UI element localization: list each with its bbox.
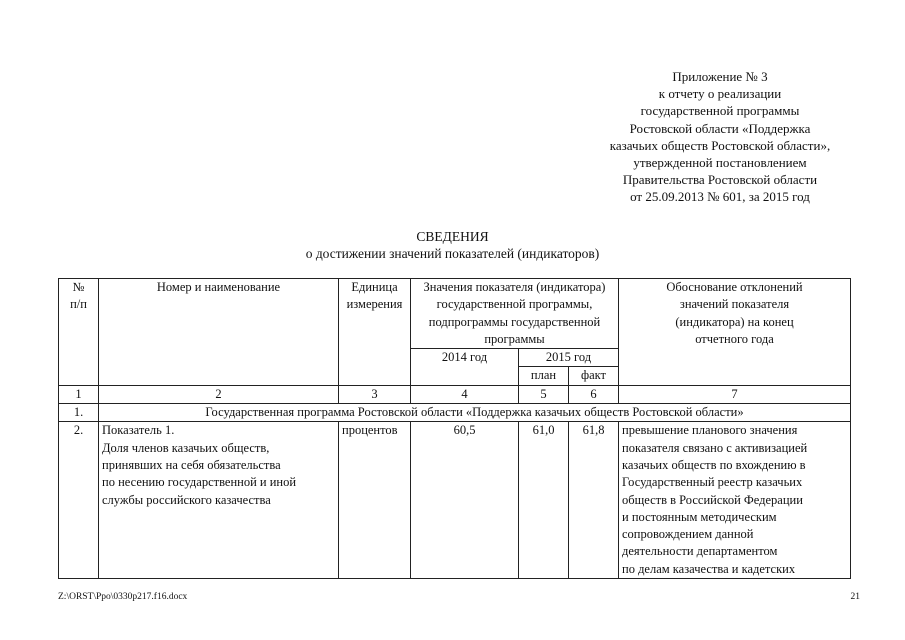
program-row-text: Государственная программа Ростовской области «Поддержка казачьих обществ Ростовской области» [99,404,851,422]
indicator-name-line: Доля членов казачьих обществ, [102,440,270,455]
justification-line: деятельности департаментом [622,544,778,559]
document-title [0,228,905,262]
header-unit-line: измерения [346,297,403,312]
indicator-name [99,422,339,579]
column-number: 4 [411,385,519,403]
footer-file-path: Z:\ORST\Ppo\0330p217.f16.docx [58,592,188,602]
indicator-name-line: службы российского казачества [102,492,271,507]
indicator-num: 2. [59,422,99,579]
header-values-line: государственной программы, [436,297,593,312]
header-justification-line: Обоснование отклонений [666,280,803,294]
indicator-value-2014: 60,5 [411,422,519,579]
appendix-line: казачьих обществ Ростовской области», [609,137,831,153]
appendix-line: государственной программы [640,103,800,119]
indicator-plan-2015: 61,0 [519,422,569,579]
header-justification-line: (индикатора) на конец [675,314,794,329]
header-values [411,279,619,349]
header-justification-line: значений показателя [679,297,790,312]
indicators-table [58,278,851,579]
header-num-line: № [72,280,85,294]
footer-page-number: 21 [850,592,860,602]
header-values-line: программы [484,331,545,346]
appendix-note [555,68,885,206]
header-unit-line: Единица [351,280,398,294]
header-unit [339,279,411,386]
header-fact: факт [569,367,619,385]
appendix-line: Приложение № 3 [672,69,768,84]
indicator-fact-2015: 61,8 [569,422,619,579]
appendix-line: к отчету о реализации [658,86,782,102]
program-row [59,404,851,422]
indicator-justification [619,422,851,579]
justification-line: Государственный реестр казачьих [622,475,803,490]
justification-line: сопровождением данной [622,527,754,542]
appendix-line: Ростовской области «Поддержка [629,120,811,136]
appendix-line: утвержденной постановлением [633,155,807,171]
indicator-name-line: по несению государственной и иной [102,475,297,490]
appendix-line: Правительства Ростовской области [622,172,818,188]
header-plan: план [519,367,569,385]
column-number: 6 [569,385,619,403]
header-year-2015: 2015 год [519,349,619,367]
header-year-2014: 2014 год [411,349,519,386]
title-main: СВЕДЕНИЯ [416,229,489,244]
program-row-num: 1. [59,404,99,422]
indicator-name-line: принявших на себя обязательства [102,457,281,472]
indicator-unit: процентов [339,422,411,579]
justification-line: казачьих обществ по вхождению в [622,457,806,472]
column-number: 1 [59,385,99,403]
header-justification-line: отчетного года [695,331,774,346]
indicator-name-line: Показатель 1. [102,423,175,438]
justification-line: обществ в Российской Федерации [622,492,803,507]
title-sub: о достижении значений показателей (индикаторов) [305,246,600,261]
header-name: Номер и наименование [99,279,339,386]
header-num-line: п/п [70,297,87,312]
header-values-line: Значения показателя (индикатора) [423,280,606,294]
header-values-line: подпрограммы государственной [428,314,601,329]
appendix-line: от 25.09.2013 № 601, за 2015 год [630,189,810,205]
column-number: 2 [99,385,339,403]
header-justification [619,279,851,386]
column-number: 5 [519,385,569,403]
column-number: 3 [339,385,411,403]
justification-line: по делам казачества и кадетских [622,561,796,576]
justification-line: превышение планового значения [622,423,798,438]
column-number: 7 [619,385,851,403]
justification-line: и постоянным методическим [622,509,777,524]
header-num [59,279,99,386]
justification-line: показателя связано с активизацией [622,440,808,455]
column-numbers-row [59,385,851,403]
header-row-1 [59,279,851,349]
indicator-row [59,422,851,579]
